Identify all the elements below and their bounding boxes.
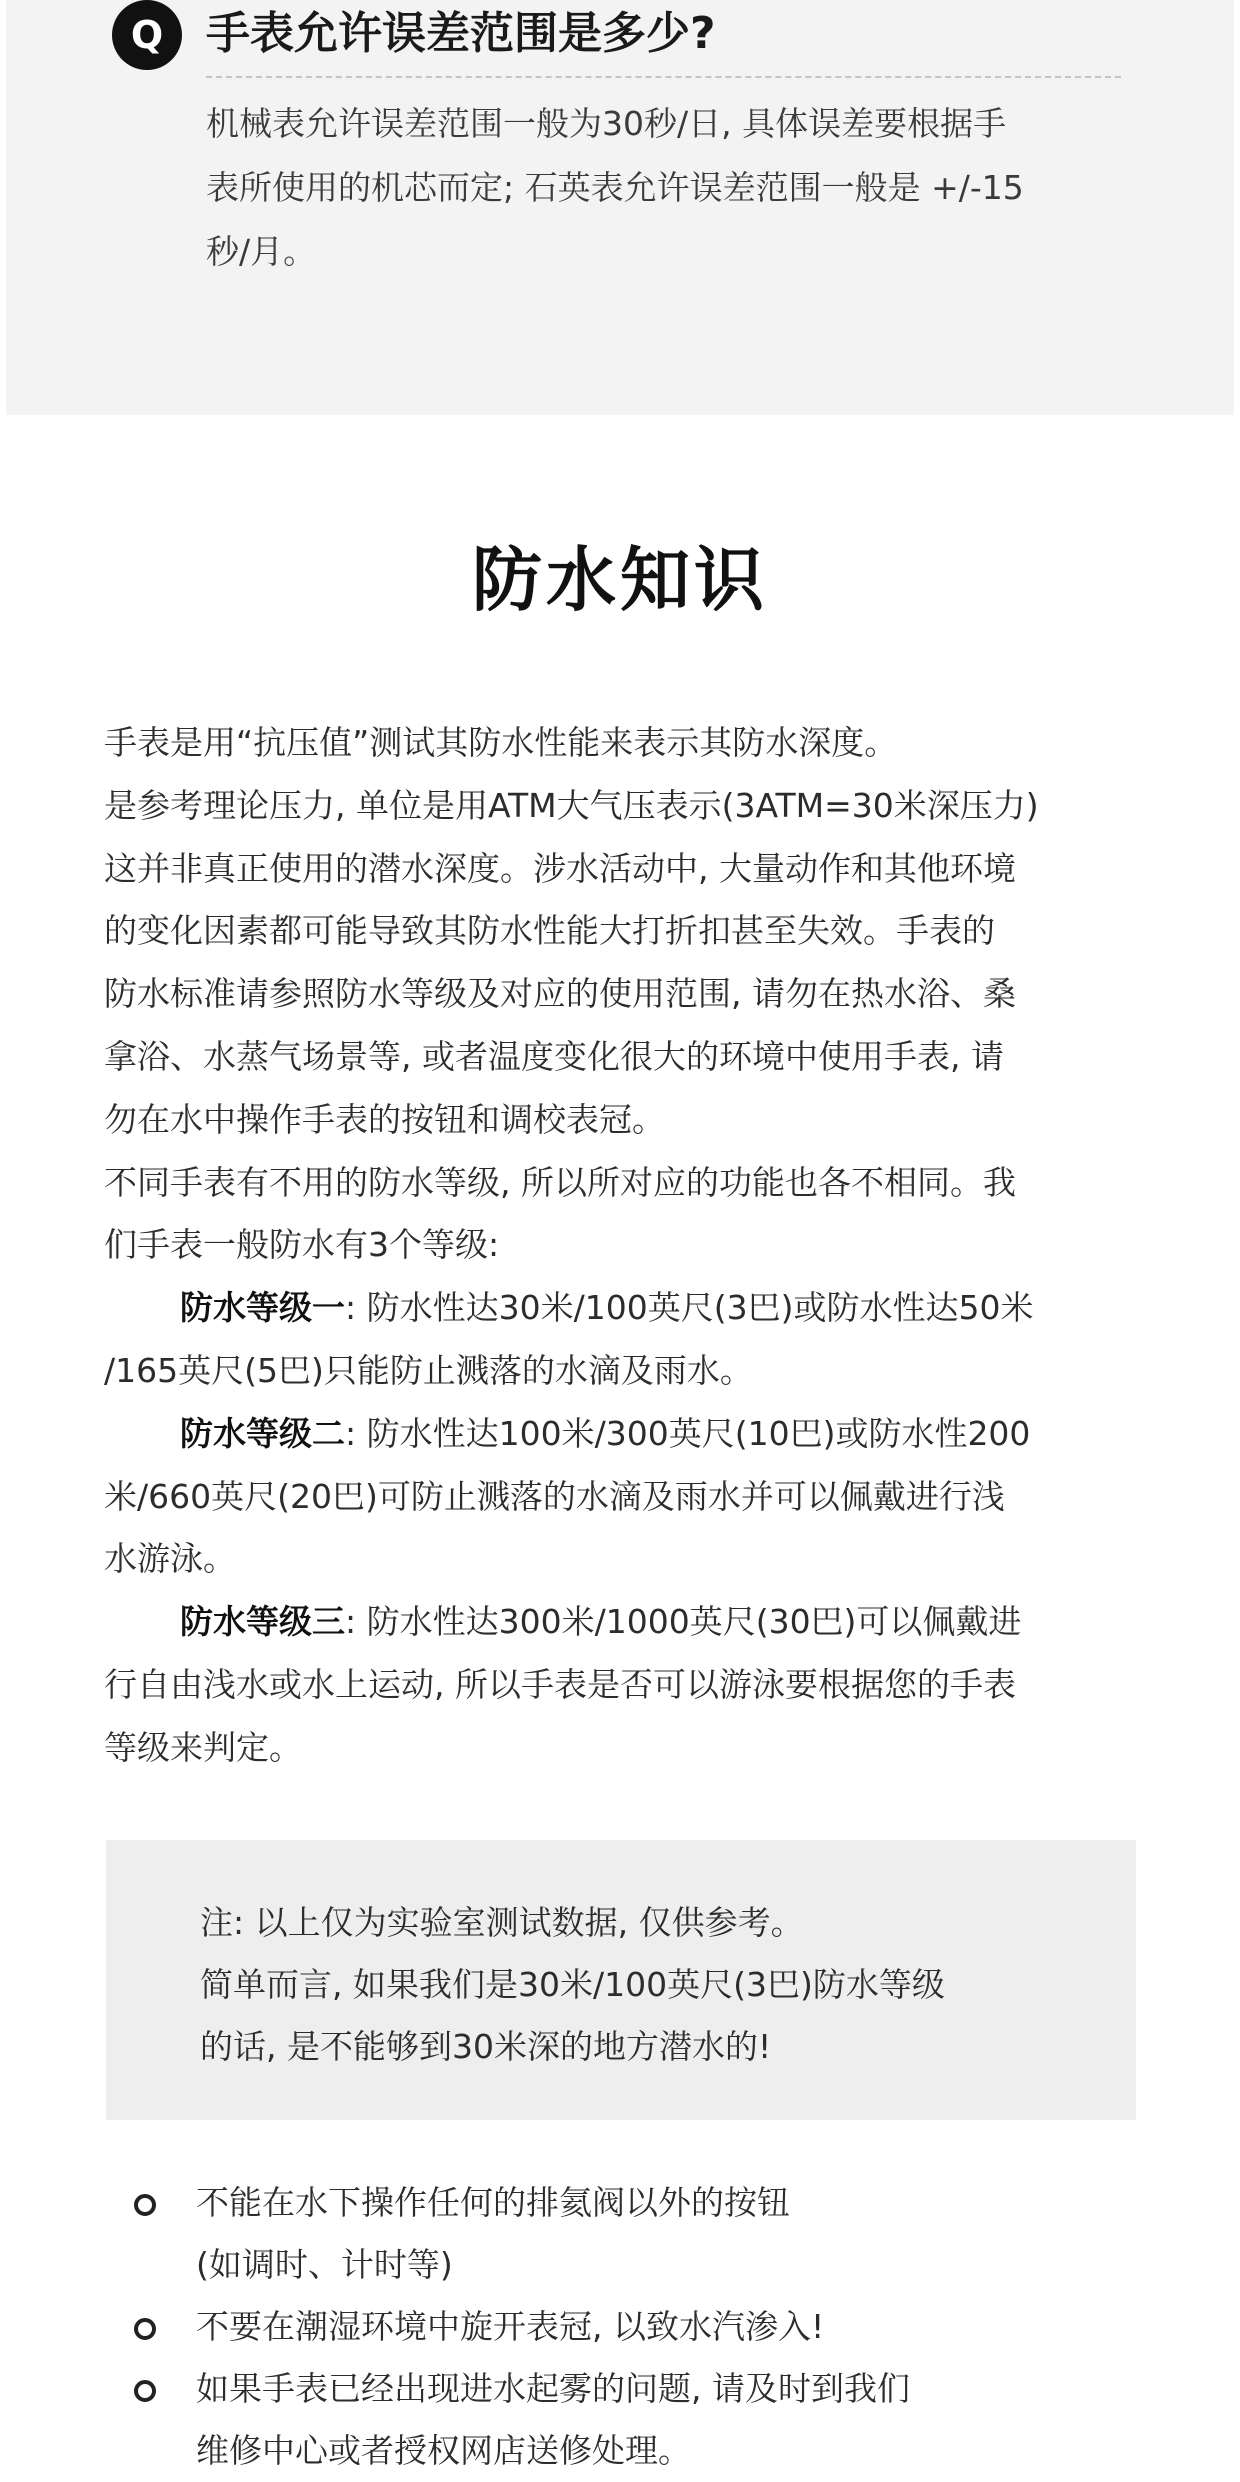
- body-line: 勿在水中操作手表的按钮和调校表冠。: [104, 1099, 665, 1139]
- circle-bullet-icon: [134, 2380, 156, 2402]
- list-item-line: 维修中心或者授权网店送修处理。: [196, 2431, 691, 2470]
- body-line: /165英尺(5巴)只能防止溅落的水滴及雨水。: [104, 1350, 753, 1390]
- body-line: 米/660英尺(20巴)可防止溅落的水滴及雨水并可以佩戴进行浅: [104, 1476, 1005, 1516]
- question-badge: Q: [112, 0, 182, 70]
- waterproof-body-text: [104, 712, 1140, 1780]
- body-line: 防水标准请参照防水等级及对应的使用范围, 请勿在热水浴、桑: [104, 974, 1016, 1014]
- body-line: 拿浴、水蒸气场景等, 或者温度变化很大的环境中使用手表, 请: [104, 1036, 1004, 1076]
- dashed-divider: [206, 76, 1121, 78]
- list-item-text: [196, 2172, 790, 2296]
- faq-card: [6, 0, 1234, 415]
- list-item-line: (如调时、计时等): [196, 2245, 453, 2284]
- note-line: 简单而言, 如果我们是30米/100英尺(3巴)防水等级: [200, 1965, 945, 2004]
- body-line: 等级来判定。: [104, 1727, 302, 1767]
- level-three-line: [104, 1591, 1140, 1654]
- body-line: 的变化因素都可能导致其防水性能大打折扣甚至失效。手表的: [104, 911, 995, 951]
- level-one-label: 防水等级一: [180, 1288, 345, 1328]
- level-two-desc: : 防水性达100米/300英尺(10巴)或防水性200: [345, 1413, 1031, 1453]
- list-item-text: [196, 2358, 910, 2482]
- answer-text: [206, 92, 1126, 284]
- question-title: 手表允许误差范围是多少?: [206, 8, 716, 59]
- list-item-text: [196, 2296, 824, 2358]
- body-line: 是参考理论压力, 单位是用ATM大气压表示(3ATM=30米深压力): [104, 785, 1039, 825]
- list-item-line: 如果手表已经出现进水起雾的问题, 请及时到我们: [196, 2369, 910, 2408]
- answer-line: 表所使用的机芯而定; 石英表允许误差范围一般是 +/-15: [206, 168, 1024, 207]
- body-line: 们手表一般防水有3个等级:: [104, 1225, 500, 1265]
- answer-line: 秒/月。: [206, 232, 317, 271]
- body-line: 水游泳。: [104, 1539, 236, 1579]
- level-one-line: [104, 1277, 1140, 1340]
- level-two-label: 防水等级二: [180, 1413, 345, 1453]
- note-line: 的话, 是不能够到30米深的地方潜水的!: [200, 2027, 772, 2066]
- note-box: [106, 1840, 1136, 2120]
- note-line: 注: 以上仅为实验室测试数据, 仅供参考。: [200, 1903, 804, 1942]
- body-line: 行自由浅水或水上运动, 所以手表是否可以游泳要根据您的手表: [104, 1664, 1016, 1704]
- circle-bullet-icon: [134, 2318, 156, 2340]
- level-three-label: 防水等级三: [180, 1602, 345, 1642]
- section-title: 防水知识: [472, 539, 768, 621]
- level-three-desc: : 防水性达300米/1000英尺(30巴)可以佩戴进: [345, 1602, 1022, 1642]
- circle-bullet-icon: [134, 2194, 156, 2216]
- body-line: 这并非真正使用的潜水深度。涉水活动中, 大量动作和其他环境: [104, 848, 1016, 888]
- level-two-line: [104, 1403, 1140, 1466]
- answer-line: 机械表允许误差范围一般为30秒/日, 具体误差要根据手: [206, 104, 1007, 143]
- list-item-line: 不要在潮湿环境中旋开表冠, 以致水汽渗入!: [196, 2307, 825, 2346]
- level-one-desc: : 防水性达30米/100英尺(3巴)或防水性达50米: [345, 1288, 1034, 1328]
- note-text: [200, 1892, 945, 2078]
- body-line: 不同手表有不用的防水等级, 所以所对应的功能也各不相同。我: [104, 1162, 1016, 1202]
- list-item-line: 不能在水下操作任何的排氦阀以外的按钮: [196, 2183, 790, 2222]
- body-line: 手表是用“抗压值”测试其防水性能来表示其防水深度。: [104, 723, 898, 762]
